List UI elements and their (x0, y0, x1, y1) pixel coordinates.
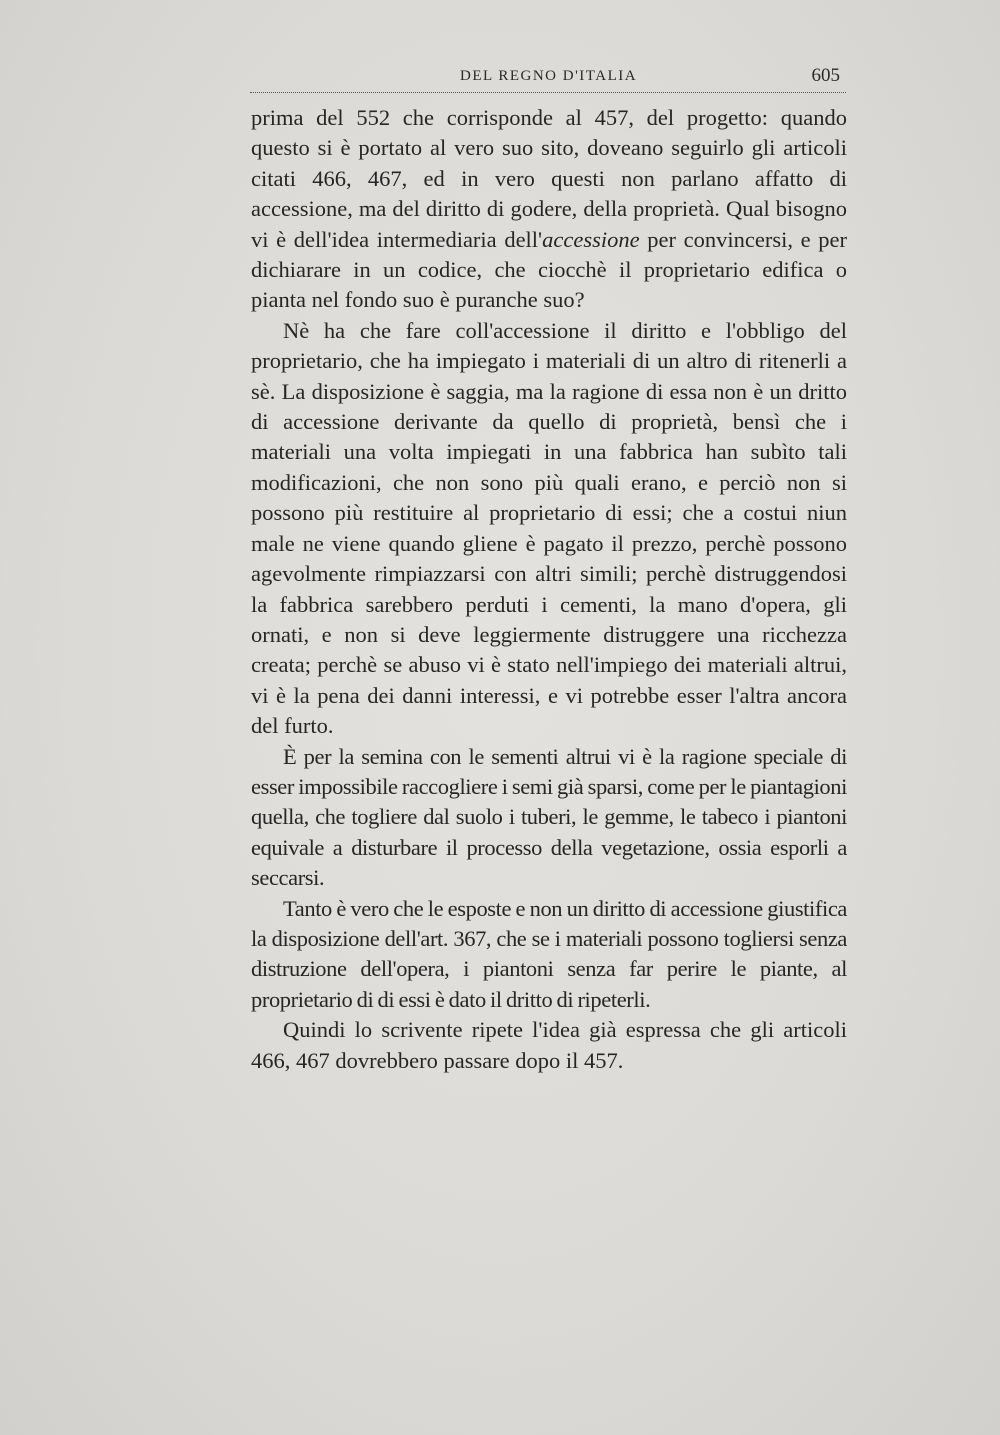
running-header (250, 62, 846, 93)
paragraph-3: È per la semina con le sementi altrui vi è la ragione speciale di esser impossibile raccogliere i semi già sparsi, come per le piantagioni quella, che togliere dal suolo i tuberi, le gemme, le tabeco i piantoni equivale a disturbare il processo della vegetazione, ossia esporli a seccarsi. (251, 743, 847, 891)
page-number: 605 (811, 65, 840, 86)
paragraph-1-text-a: prima del 552 che corrisponde al 457, del progetto: quando questo si è portato al vero suo sito, doveano seguirlo gli articoli citati 466, 467, ed in vero questi non parlano affatto di accessione, ma del diritto di godere, della proprietà. Qual bisogno vi è dell'idea intermediaria dell' (251, 105, 847, 252)
paragraph-1-text-b: per convincersi, e per dichiarare in un codice, che ciocchè il proprietario edifica o pianta nel fondo suo è puranche suo? (251, 226, 847, 313)
paragraph-1-italic-term: accessione (542, 226, 640, 252)
paragraph-1 (251, 103, 847, 316)
paragraph-5: Quindi lo scrivente ripete l'idea già espressa che gli articoli 466, 467 dovrebbero passare dopo il 457. (251, 1017, 847, 1073)
body-text (251, 103, 847, 1076)
running-title: DEL REGNO D'ITALIA (460, 68, 638, 84)
paragraph-4: Tanto è vero che le esposte e non un diritto di accessione giustifica la disposizione dell'art. 367, che se i materiali possono togliersi senza distruzione dell'opera, i piantoni senza far perire le piante, al proprietario di di essi è dato il dritto di ripeterli. (251, 895, 847, 1012)
paragraph-2: Nè ha che fare coll'accessione il diritto e l'obbligo del proprietario, che ha impiegato i materiali di un altro di ritenerli a sè. La disposizione è saggia, ma la ragione di essa non è un dritto di accessione derivante da quello di proprietà, bensì che i materiali una volta impiegati in una fabbrica han subìto tali modificazioni, che non sono più quali erano, e perciò non si possono più restituire al proprietario di essi; che a costui niun male ne viene quando gliene è pagato il prezzo, perchè possono agevolmente rimpiazzarsi con altri simili; perchè distruggendosi la fabbrica sarebbero perduti i cementi, la mano d'opera, gli ornati, e non si deve leggiermente distruggere una ricchezza creata; perchè se abuso vi è stato nell'impiego dei materiali altrui, vi è la pena dei danni interessi, e vi potrebbe esser l'altra ancora del furto. (251, 317, 847, 739)
